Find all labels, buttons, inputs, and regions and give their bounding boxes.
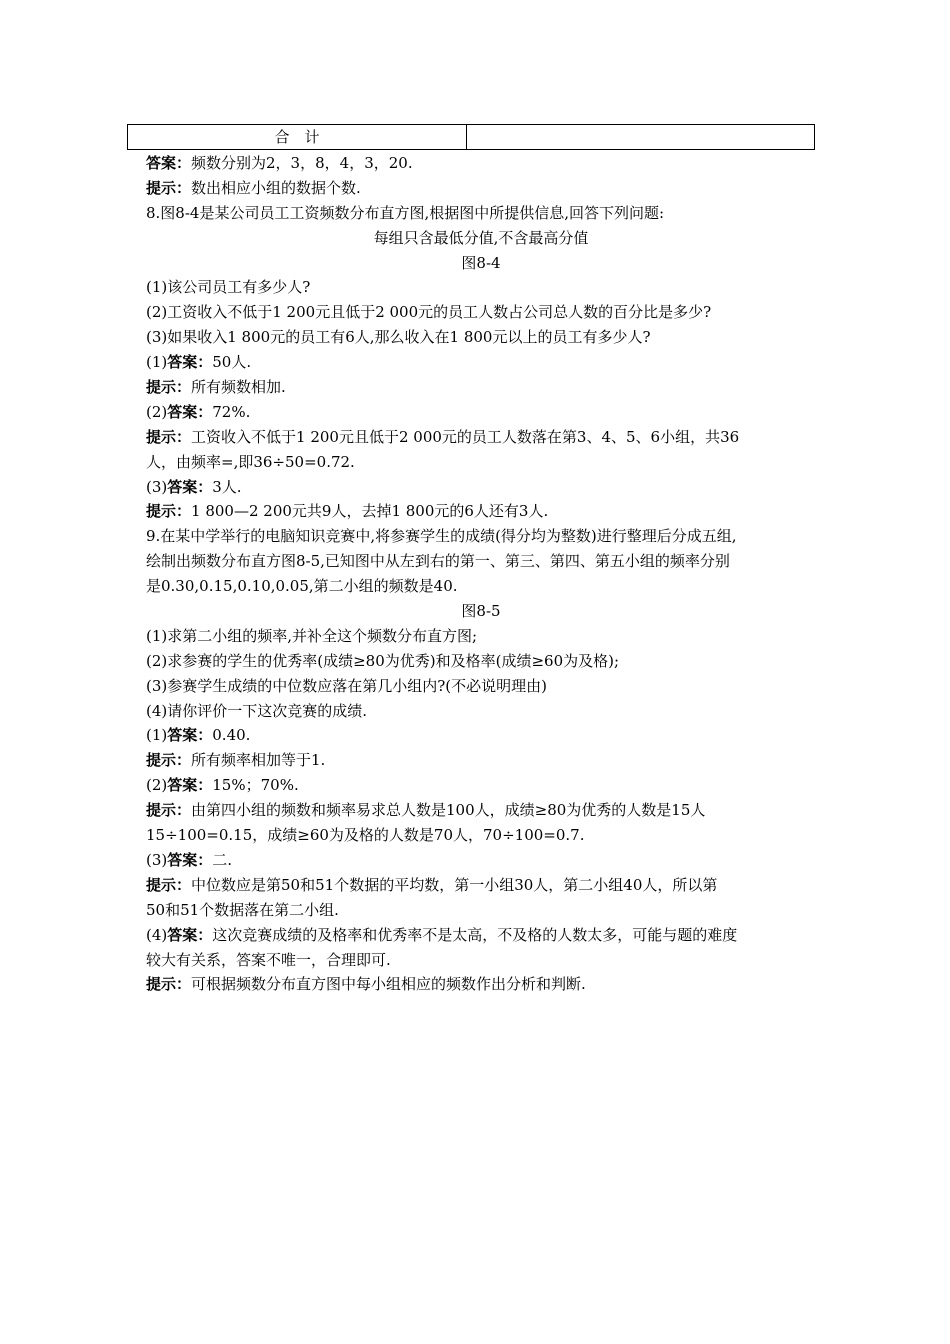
q9-hint1: 提示：所有频率相加等于1.	[146, 751, 326, 770]
q8-stem: 8.图8-4是某公司员工工资频数分布直方图,根据图中所提供信息,回答下列问题:	[146, 203, 665, 222]
q9-figure-caption: 图8-5	[461, 602, 501, 621]
document-body	[146, 151, 816, 997]
q8-answer2: (2)答案：72%.	[146, 402, 251, 421]
q9-answer2: (2)答案：15%；70%.	[146, 776, 299, 795]
q8-figure-note: 每组只含最低分值,不含最高分值	[373, 228, 589, 247]
q8-sub2: (2)工资收入不低于1 200元且低于2 000元的员工人数占公司总人数的百分比是多少?	[146, 303, 712, 322]
q9-sub2: (2)求参赛的学生的优秀率(成绩≥80为优秀)和及格率(成绩≥60为及格);	[146, 651, 620, 670]
q8-hint2: 提示：工资收入不低于1 200元且低于2 000元的员工人数落在第3、4、5、6小组，共36	[146, 427, 740, 446]
q8-hint2-cont: 人，由频率=,即36÷50=0.72.	[146, 452, 355, 471]
q9-sub3: (3)参赛学生成绩的中位数应落在第几小组内?(不必说明理由)	[146, 676, 547, 695]
q9-hint3: 提示：中位数应是第50和51个数据的平均数，第一小组30人，第二小组40人，所以第	[146, 875, 718, 894]
total-label-cell: 合 计	[128, 125, 467, 149]
q7-hint: 提示：数出相应小组的数据个数.	[146, 178, 361, 197]
q8-hint3: 提示：1 800—2 200元共9人，去掉1 800元的6人还有3人.	[146, 502, 549, 521]
q9-answer4: (4)答案：这次竞赛成绩的及格率和优秀率不是太高，不及格的人数太多，可能与题的难度	[146, 925, 738, 944]
q8-sub3: (3)如果收入1 800元的员工有6人,那么收入在1 800元以上的员工有多少人?	[146, 328, 651, 347]
q9-stem-line3: 是0.30,0.15,0.10,0.05,第二小组的频数是40.	[146, 577, 458, 596]
q9-hint2-cont: 15÷100=0.15，成绩≥60为及格的人数是70人，70÷100=0.7.	[146, 826, 585, 845]
q8-answer3: (3)答案：3人.	[146, 477, 242, 496]
q9-answer1: (1)答案：0.40.	[146, 726, 251, 745]
total-value-cell	[467, 125, 814, 149]
q8-hint1: 提示：所有频数相加.	[146, 378, 286, 397]
q9-answer4-cont: 较大有关系，答案不唯一，合理即可.	[146, 950, 391, 969]
frequency-table-total-row	[127, 124, 815, 150]
q8-sub1: (1)该公司员工有多少人?	[146, 278, 311, 297]
q9-hint2: 提示：由第四小组的频数和频率易求总人数是100人，成绩≥80为优秀的人数是15人	[146, 801, 706, 820]
q9-stem-line2: 绘制出频数分布直方图8-5,已知图中从左到右的第一、第三、第四、第五小组的频率分别	[146, 552, 730, 571]
q9-sub4: (4)请你评价一下这次竞赛的成绩.	[146, 701, 368, 720]
q8-figure-caption: 图8-4	[461, 253, 501, 272]
q9-stem-line1: 9.在某中学举行的电脑知识竞赛中,将参赛学生的成绩(得分均为整数)进行整理后分成五组,	[146, 527, 737, 546]
q9-hint4: 提示：可根据频数分布直方图中每小组相应的频数作出分析和判断.	[146, 975, 586, 994]
q9-hint3-cont: 50和51个数据落在第二小组.	[146, 900, 339, 919]
q8-answer1: (1)答案：50人.	[146, 353, 252, 372]
q9-answer3: (3)答案：二.	[146, 850, 233, 869]
q7-answer: 答案：频数分别为2，3，8，4，3，20.	[146, 154, 413, 172]
q9-sub1: (1)求第二小组的频率,并补全这个频数分布直方图;	[146, 626, 478, 645]
